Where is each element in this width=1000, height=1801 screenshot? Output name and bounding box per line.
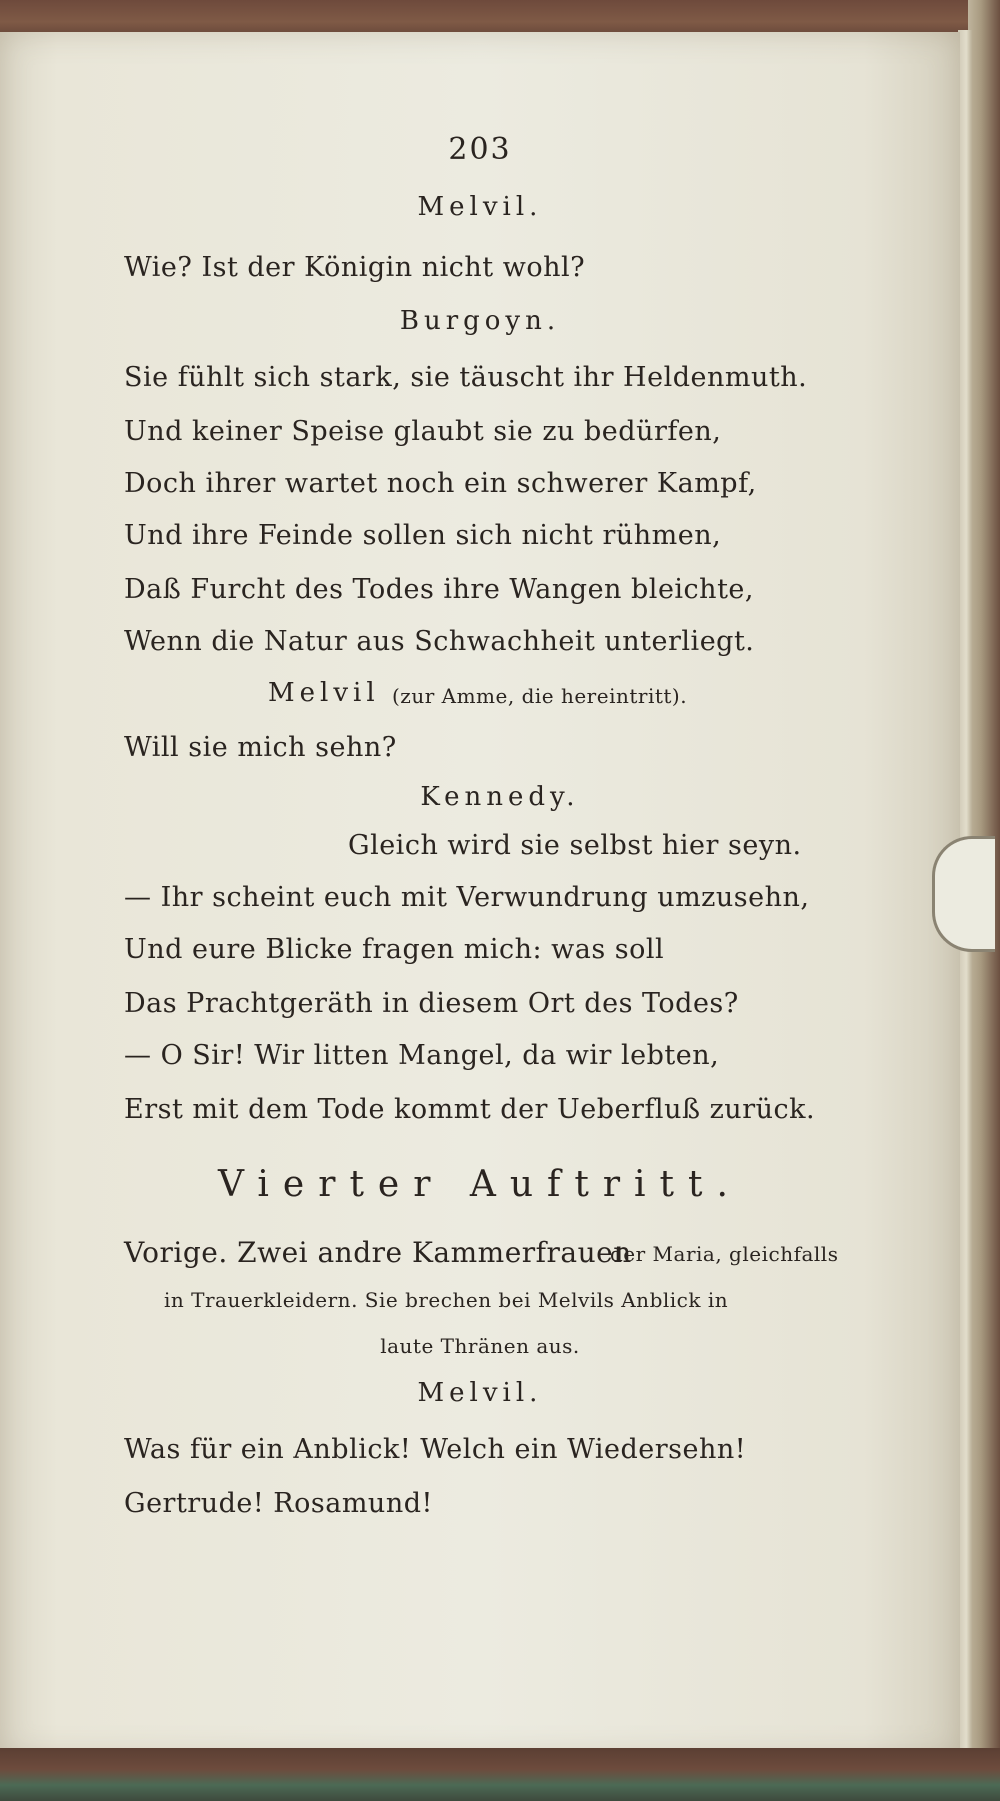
stage-direction: laute Thränen aus. bbox=[380, 1334, 580, 1358]
stage-direction: in Trauerkleidern. Sie brechen bei Melvils Anblick in bbox=[164, 1288, 729, 1312]
verse-line: Doch ihrer wartet noch ein schwerer Kampf, bbox=[124, 468, 757, 499]
speaker-burgoyn: Burgoyn. bbox=[399, 306, 561, 336]
verse-line: Sie fühlt sich stark, sie täuscht ihr Heldenmuth. bbox=[124, 362, 808, 393]
verse-line: Das Prachtgeräth in diesem Ort des Todes? bbox=[124, 988, 739, 1019]
verse-line: Wie? Ist der Königin nicht wohl? bbox=[124, 252, 586, 283]
verse-line: — Ihr scheint euch mit Verwundrung umzusehn, bbox=[124, 882, 810, 913]
book-cover-bottom bbox=[0, 1748, 1000, 1801]
verse-line: Erst mit dem Tode kommt der Ueberfluß zurück. bbox=[124, 1094, 816, 1125]
speaker-melvil: Melvil. bbox=[417, 192, 543, 222]
verse-line: Was für ein Anblick! Welch ein Wiedersehn! bbox=[124, 1434, 747, 1465]
page-number: 203 bbox=[448, 132, 512, 167]
speaker-kennedy: Kennedy. bbox=[420, 782, 580, 812]
verse-line: Wenn die Natur aus Schwachheit unterliegt. bbox=[124, 626, 755, 657]
stage-direction: (zur Amme, die hereintritt). bbox=[392, 684, 688, 708]
speaker-melvil: Melvil bbox=[268, 678, 380, 708]
stage-direction: der Maria, gleichfalls bbox=[610, 1242, 839, 1266]
verse-line: Gleich wird sie selbst hier seyn. bbox=[348, 830, 802, 861]
verse-line: — O Sir! Wir litten Mangel, da wir lebten, bbox=[124, 1040, 720, 1071]
speaker-melvil: Melvil. bbox=[417, 1378, 543, 1408]
scene-heading: Vierter Auftritt. bbox=[218, 1164, 742, 1205]
verse-line: Und ihre Feinde sollen sich nicht rühmen, bbox=[124, 520, 722, 551]
verse-line: Will sie mich sehn? bbox=[124, 732, 397, 763]
bookmark-tab bbox=[932, 836, 995, 952]
verse-line: Daß Furcht des Todes ihre Wangen bleichte, bbox=[124, 574, 754, 605]
stage-direction: Vorige. Zwei andre Kammerfrauen bbox=[124, 1236, 632, 1269]
verse-line: Und eure Blicke fragen mich: was soll bbox=[124, 934, 665, 965]
verse-line: Und keiner Speise glaubt sie zu bedürfen, bbox=[124, 416, 722, 447]
verse-line: Gertrude! Rosamund! bbox=[124, 1488, 433, 1519]
